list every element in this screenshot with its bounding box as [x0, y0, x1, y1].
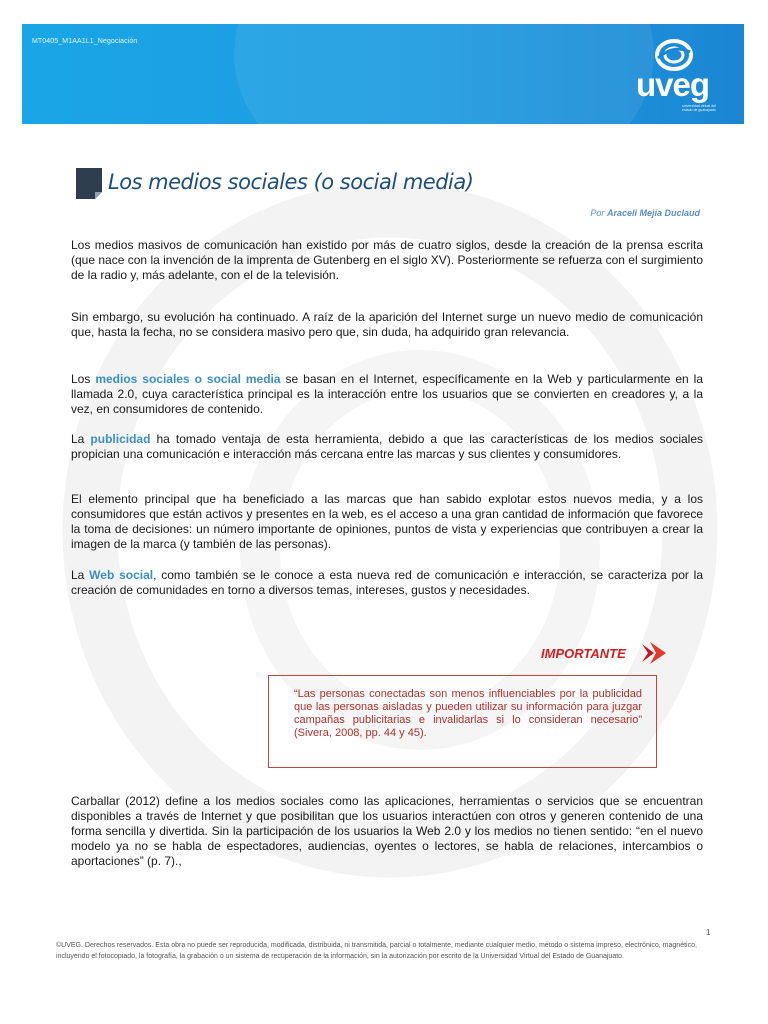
paragraph-4-lead: La [71, 432, 91, 446]
author-name: Araceli Mejía Duclaud [606, 208, 700, 218]
paragraph-3 [71, 372, 703, 417]
paragraph-1: Los medios masivos de comunicación han existido por más de cuatro siglos, desde la creación de la prensa escrita (que nace con la invención de la imprenta de Gutenberg en el siglo XV). Posteriormente se refuerza con el surgimiento de la radio y, más adelante, con el de la televisión. [71, 238, 703, 282]
important-quote-box: “Las personas conectadas son menos influenciables por la publicidad que las personas aisladas y pueden utilizar su información para juzgar campañas publicitarias e invalidarlas si lo consideran necesario” (Sivera, 2008, pp. 44 y 45). [268, 675, 657, 768]
important-arrow-icon [640, 640, 668, 666]
author-prefix: Por [590, 208, 605, 218]
paragraph-5: El elemento principal que ha beneficiado a las marcas que han sabido explotar estos nuevos media, y a los consumidores que están activos y presentes en la web, es el acceso a una gran cantidad de información que favorece la toma de decisiones: un número importante de opiniones, puntos de vista y experiencias que contribuyen a crear la imagen de la marca (y también de las personas). [71, 492, 703, 551]
highlight-publicidad: publicidad [90, 432, 151, 446]
highlight-web-social: Web social [89, 568, 154, 582]
highlight-medios-sociales: medios sociales o social media [95, 372, 281, 386]
logo-subtitle: universidad virtual del estado de guanajuato [682, 104, 716, 112]
page-title: Los medios sociales (o social media) [108, 170, 474, 194]
course-code: MT0405_M1AA1L1_Negociación [32, 38, 138, 45]
paragraph-4-body: ha tomado ventaja de esta herramienta, debido a que las características de los medios sociales propician una comunicación e interacción más cercana entre las marcas y sus clientes y consumidores. [71, 432, 704, 461]
paragraph-3-lead: Los [71, 372, 96, 386]
paragraph-6-body: , como también se le conoce a esta nueva red de comunicación e interacción, se caracteriza por la creación de comunidades en torno a diversos temas, intereses, gustos y necesidades. [71, 568, 704, 597]
author-line [590, 208, 700, 218]
paragraph-6 [71, 568, 703, 598]
uveg-logo [634, 38, 724, 116]
logo-wordmark: uveg [636, 66, 710, 103]
paragraph-4 [71, 432, 703, 462]
importante-label: IMPORTANTE [541, 646, 626, 661]
copyright-footer: ©UVEG. Derechos reservados. Esta obra no puede ser reproducida, modificada, distribuida, ni transmitida, parcial o totalmente, mediante cualquier medio, método o sistema impreso, electrónico, magnético, incluyendo el fotocopiado, la fotografía, la grabación o un sistema de recuperación de la información, sin la autorización por escrito de la Universidad Virtual del Estado de Guanajuato. [56, 942, 697, 960]
paragraph-6-lead: La [71, 568, 90, 582]
paragraph-7: Carballar (2012) define a los medios sociales como las aplicaciones, herramientas o servicios que se encuentran disponibles a través de Internet y que posibilitan que los usuarios interactúen con otros y generen contenido de una forma sencilla y divertida. Sin la participación de los usuarios la Web 2.0 y los medios no tienen sentido: “en el nuevo modelo ya no se habla de espectadores, audiencias, oyentes o lectores, se habla de relaciones, intercambios o aportaciones” (p. 7)., [71, 794, 703, 868]
paragraph-3-body: se basan en el Internet, específicamente en la Web y particularmente en la llamada 2.0, cuya característica principal es la interacción entre los usuarios que se convierten en creadores y, a la vez, en consumidores de contenido. [71, 372, 704, 416]
page-number: 1 [706, 928, 711, 937]
paragraph-2: Sin embargo, su evolución ha continuado. A raíz de la aparición del Internet surge un nuevo medio de comunicación que, hasta la fecha, no se considera masivo pero que, sin duda, ha adquirido gran relevancia. [71, 310, 703, 339]
header-banner [22, 24, 744, 124]
document-icon [76, 168, 102, 199]
